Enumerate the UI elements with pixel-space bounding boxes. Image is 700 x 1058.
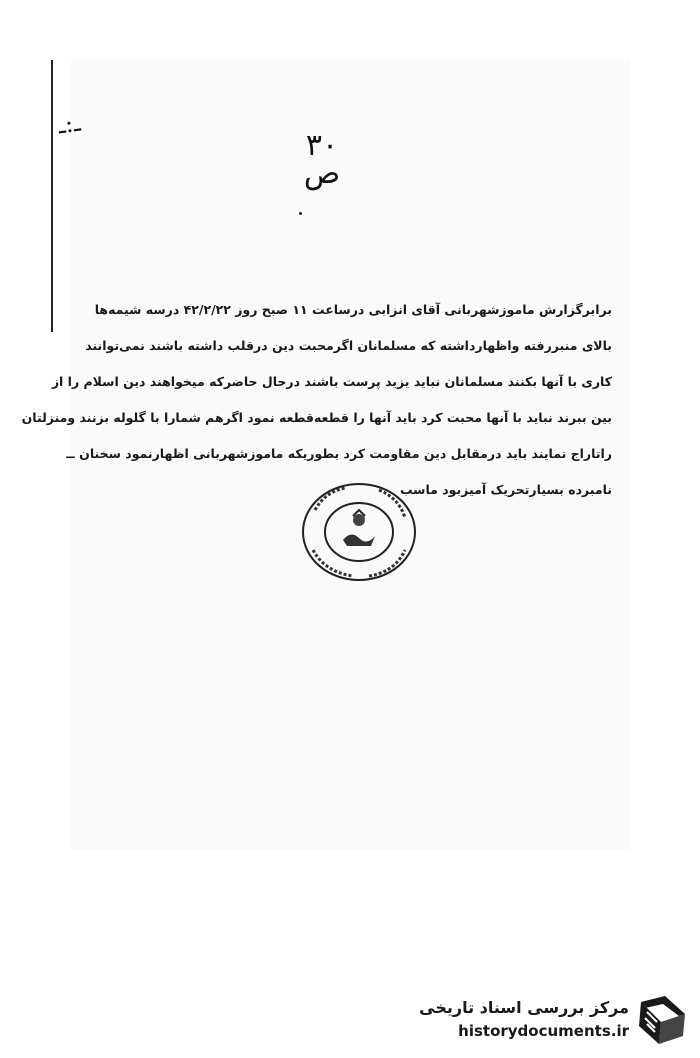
book-logo-icon (635, 992, 691, 1048)
body-line: بین ببرند نباید با آنها محبت کرد باید آنها را قطعه‌قطعه نمود اگرهم شمارا با گلوله بزنند ومنزلتان (21, 410, 612, 425)
body-line: بالای منبررفته واظهارداشته که مسلمانان اگرمحبت دین درقلب داشته باشند نمی‌توانند (85, 338, 612, 353)
ink-dot (299, 212, 302, 215)
file-number-top: ۳۰ (305, 128, 339, 163)
website-url: historydocuments.ir (458, 1022, 629, 1040)
official-seal (299, 480, 419, 584)
report-body (21, 292, 612, 508)
body-line: راتاراج نمایند باید درمقابل دین مقاومت کرد بطوریکه ماموزشهربانی اظهارنمود سخنان ــ (66, 446, 612, 461)
body-line: برابرگزارش ماموزشهربانی آقای انزابی درساعت ۱۱ صبح روز ۴۲/۲/۲۲ درسه شیمه‌ها (94, 302, 612, 317)
file-number-bottom: ص (303, 156, 341, 191)
body-line: کاری با آنها بکنند مسلمانان نباید یزید پرست باشند درحال حاضرکه میخواهند دین اسلام را از (51, 374, 612, 389)
margin-line (51, 60, 53, 332)
corner-mark: ـ:ـ (56, 108, 82, 140)
institution-name: مرکز بررسی اسناد تاریخی (419, 998, 629, 1017)
file-number (292, 128, 352, 191)
archive-watermark (405, 988, 695, 1054)
body-line: نامبرده بسیارتحریک آمیزبود ماسب (399, 482, 612, 497)
